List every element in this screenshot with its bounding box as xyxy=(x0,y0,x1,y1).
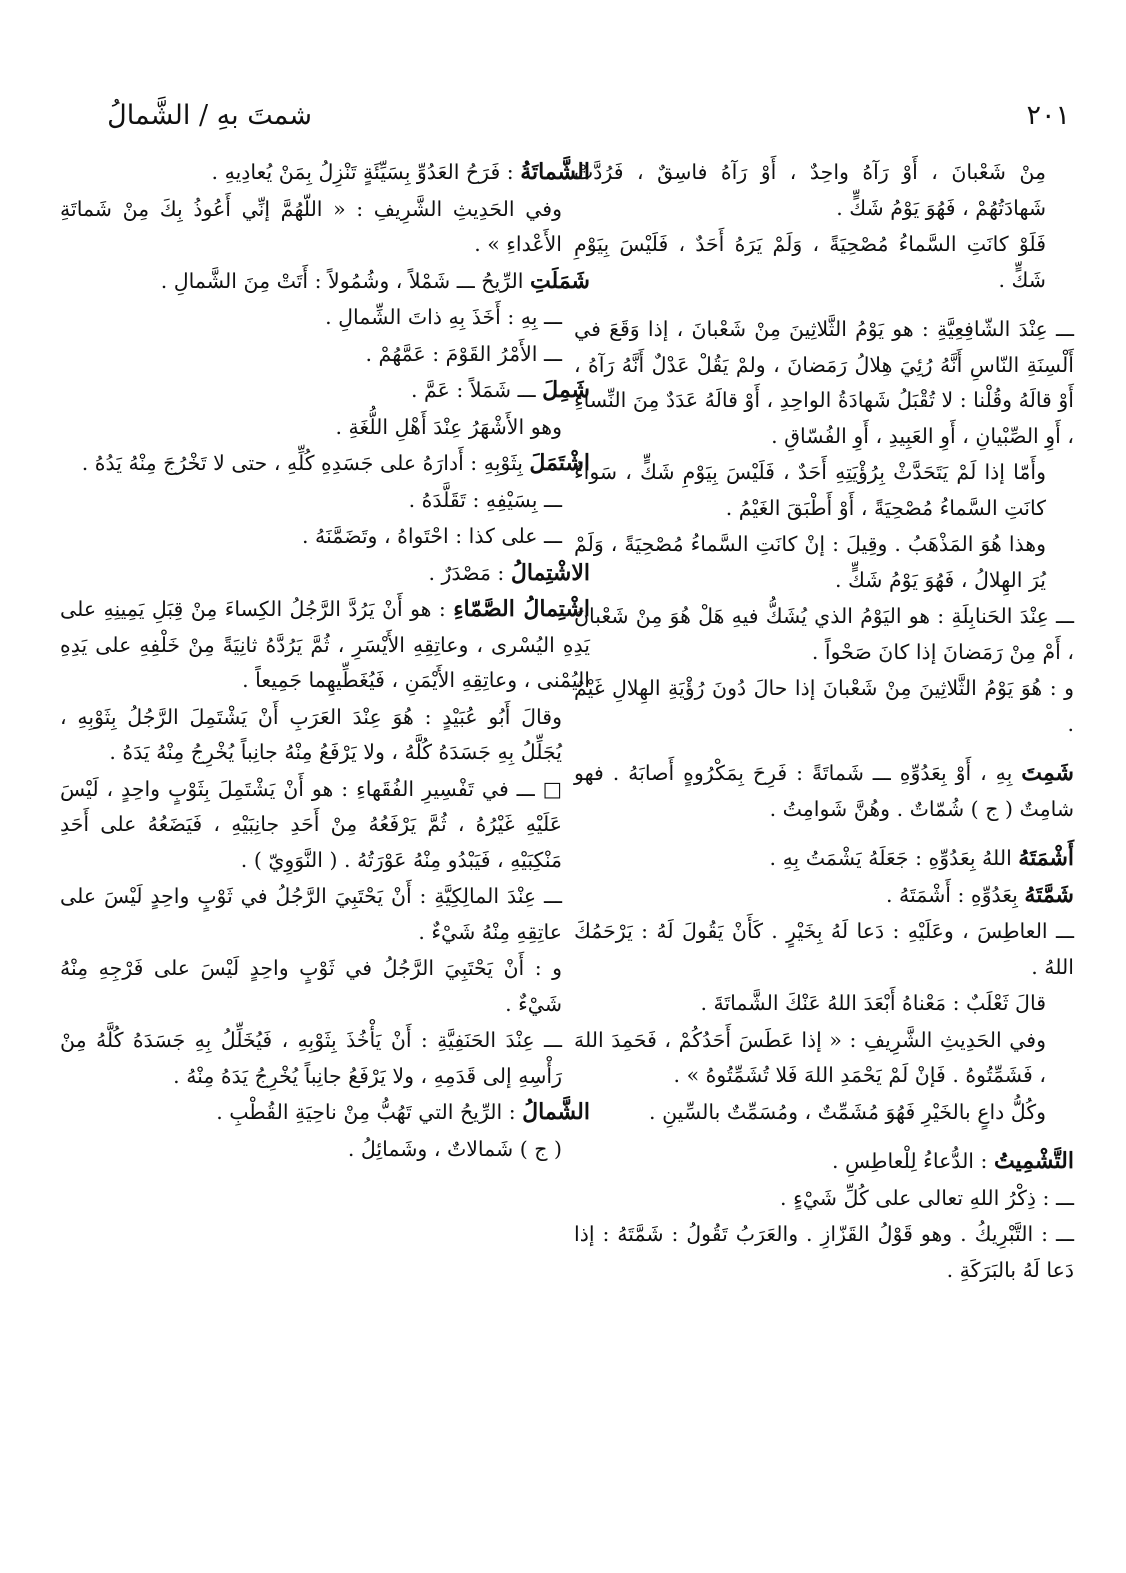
definition-text: فَلَوْ كانَتِ السَّماءُ مُصْحِيَةً ، وَلَمْ يَرَهُ أَحَدٌ ، فَلَيْسَ بِيَوْمِ شَكٍّ . xyxy=(574,232,1046,292)
dictionary-entry xyxy=(60,592,590,699)
definition-text: : فَرَحُ العَدُوِّ بِسَيِّئَةٍ تَنْزِلُ بِمَنْ يُعادِيهِ . xyxy=(211,160,521,184)
headword: شَمَلَتِ xyxy=(529,267,590,294)
dictionary-entry xyxy=(60,879,590,950)
dictionary-entry xyxy=(574,455,1074,526)
dictionary-entry xyxy=(60,264,590,300)
headword: الاشْتِمالُ xyxy=(510,559,590,586)
dictionary-entry xyxy=(60,519,590,555)
headword: الشَّمالُ xyxy=(522,1099,590,1125)
definition-text: بِهِ ، أَوْ بِعَدُوِّهِ ـــ شَماتَةً : فَرِحَ بِمَكْرُوهٍ أَصابَهُ . فهو شامِتٌ ( ج ) شُمّاتٌ . وهُنَّ شَوامِتُ . xyxy=(574,761,1074,821)
dictionary-entry xyxy=(60,700,590,771)
dictionary-entry xyxy=(574,312,1074,454)
running-head-page-number: ٢٠١ xyxy=(1026,100,1070,131)
definition-text: و : هُوَ يَوْمُ الثَّلاثِينَ مِنْ شَعْبانَ إذا حالَ دُونَ رُؤْيَةِ الهِلالِ غَيْمٌ . xyxy=(574,676,1074,736)
dictionary-entry xyxy=(60,951,590,1022)
dictionary-entry xyxy=(574,986,1074,1022)
definition-text: وفي الحَدِيثِ الشَّرِيفِ : « اللّهُمَّ إنِّي أَعُوذُ بِكَ مِنْ شَماتَةِ الأَعْداءِ » . xyxy=(60,196,562,256)
dictionary-entry xyxy=(574,756,1074,827)
dictionary-entry xyxy=(60,483,590,519)
dictionary-entry xyxy=(60,300,590,336)
running-head-title: شمتَ بهِ / الشَّمالُ xyxy=(107,100,312,131)
dictionary-entry xyxy=(574,1144,1074,1180)
definition-text: وهو الأَشْهَرُ عِنْدَ أَهْلِ اللُّغَةِ . xyxy=(335,414,562,439)
definition-text: ـــ بِسَيْفِهِ : تَقَلَّدَهُ . xyxy=(408,487,562,512)
headword: شَمِتَ xyxy=(1021,760,1074,786)
definition-text: □ ـــ في تَفْسِيرِ الفُقَهاءِ : هو أَنْ يَشْتَمِلَ بِثَوْبٍ واحِدٍ ، لَيْسَ عَلَيْهِ غَيْرُهُ ، ثُمَّ يَرْفَعُهُ مِنْ أَحَدِ جانِبَيْهِ ، فَيَضَعُهُ على أَحَدِ مَنْكِبَيْهِ ، فَيَبْدُو مِنْهُ عَوْرَتُهُ . ( النَّوَوِيّ ) . xyxy=(60,776,562,872)
dictionary-entry xyxy=(60,337,590,373)
dictionary-entry xyxy=(574,1217,1074,1288)
definition-text: ـــ شَمَلاً : عَمَّ . xyxy=(411,378,543,402)
definition-text: ـــ عِنْدَ الشّافِعِيَّةِ : هو يَوْمُ الثَّلاثِينَ مِنْ شَعْبانَ ، إذا وَقَعَ في أَلْسِنَةِ النّاسِ أَنَّهُ رُئِيَ هِلالُ رَمَضانَ ، ولمْ يَقُلْ عَدْلٌ أَنَّهُ رَآهُ ، أَوْ قالَهُ وقُلْنا : لا تُقْبَلُ شَهادَةُ الواحِدِ ، أَوْ قالَهُ عَدَدٌ مِنَ النِّساءِ ، أَوِ الصِّبْيانِ ، أَوِ العَبِيدِ ، أَوِ الفُسّاقِ . xyxy=(574,317,1074,448)
definition-text: ـــ عِنْدَ الحَنابِلَةِ : هو اليَوْمُ الذي يُشَكُّ فيهِ هَلْ هُوَ مِنْ شَعْبانَ ، أَمْ مِنْ رَمَضانَ إذا كانَ صَحْواً . xyxy=(574,604,1074,664)
dictionary-entry xyxy=(574,914,1074,985)
dictionary-entry xyxy=(574,599,1074,670)
headword: اشْتَمَلَ xyxy=(529,450,590,476)
dictionary-entry xyxy=(574,227,1074,298)
definition-text: ـــ عِنْدَ الحَنَفِيَّةِ : أَنْ يَأْخُذَ بِثَوْبِهِ ، فَيُخَلِّلُ بِهِ جَسَدَهُ كُلَّهُ مِنْ رَأْسِهِ إلى قَدَمِهِ ، ولا يَرْفَعُ جانِباً يُخْرِجُ يَدَهُ مِنْهُ . xyxy=(60,1028,562,1088)
dictionary-entry xyxy=(60,1132,590,1168)
headword: الشَّماتَةُ xyxy=(520,159,590,185)
dictionary-entry xyxy=(574,841,1074,877)
definition-text: اللهُ بِعَدُوِّهِ : جَعَلَهُ يَشْمَتُ بِهِ . xyxy=(769,846,1019,870)
definition-text: ( ج ) شَمالاتٌ ، وشَمائِلُ . xyxy=(347,1136,562,1161)
definition-text: وفي الحَدِيثِ الشَّرِيفِ : « إذا عَطَسَ أَحَدُكُمْ ، فَحَمِدَ اللهَ ، فَشَمِّتُوهُ . فَإنْ لَمْ يَحْمَدِ اللهَ فَلا تُشَمِّتُوهُ » . xyxy=(574,1027,1046,1087)
headword: التَّشْمِيتُ xyxy=(993,1148,1074,1174)
definition-text: الرِّيحُ ـــ شَمْلاً ، وشُمُولاً : أَتَتْ مِنَ الشَّمالِ . xyxy=(160,268,530,293)
definition-text: ـــ على كذا : احْتَواهُ ، وتَضَمَّنَهُ . xyxy=(302,524,562,548)
dictionary-entry xyxy=(60,446,590,482)
definition-text: بِعَدُوِّهِ : أَشْمَتَهُ . xyxy=(886,882,1025,907)
dictionary-entry xyxy=(574,1181,1074,1217)
definition-text: مِنْ شَعْبانَ ، أَوْ رَآهُ واحِدٌ ، أَوْ رَآهُ فاسِقٌ ، فَرُدَّتْ شَهادَتُهُمْ ، فَهُوَ يَوْمُ شَكٍّ . xyxy=(574,160,1046,220)
dictionary-entry xyxy=(60,772,590,879)
definition-text: ـــ العاطِسَ ، وعَلَيْهِ : دَعا لَهُ بِخَيْرٍ . كَأَنْ يَقُولَ لَهُ : يَرْحَمُكَ اللهُ . xyxy=(574,919,1074,979)
definition-text: وكُلُّ داعٍ بالخَيْرِ فَهُوَ مُشَمِّتٌ ، ومُسَمِّتٌ بالسِّينِ . xyxy=(649,1099,1046,1124)
definition-text: قالَ ثَعْلَبٌ : مَعْناهُ أَبْعَدَ اللهُ عَنْكَ الشَّماتَةَ . xyxy=(700,991,1046,1015)
definition-text: : الدُّعاءُ لِلْعاطِسِ . xyxy=(832,1149,994,1173)
definition-text: : هو أَنْ يَرُدَّ الرَّجُلُ الكِساءَ مِنْ قِبَلِ يَمِينِهِ على يَدِهِ اليُسْرى ، وعاتِقِهِ الأَيْسَرِ ، ثُمَّ يَرُدَّهُ ثانِيَةً مِنْ خَلْفِهِ على يَدِهِ اليُمْنى ، وعاتِقِهِ الأَيْمَنِ ، فَيُغَطِّيهِما جَمِيعاً . xyxy=(60,597,590,692)
definition-text: : مَصْدَرٌ . xyxy=(428,560,511,585)
dictionary-entry xyxy=(60,192,590,263)
dictionary-entry xyxy=(574,527,1074,598)
headword: أَشْمَتَهُ xyxy=(1018,845,1074,871)
definition-text: ـــ عِنْدَ المالِكِيَّةِ : أَنْ يَحْتَبِيَ الرَّجُلُ في ثَوْبٍ واحِدٍ لَيْسَ على عاتِقِهِ مِنْهُ شَيْءٌ . xyxy=(60,884,562,944)
dictionary-entry xyxy=(574,1023,1074,1094)
dictionary-entry xyxy=(60,155,590,191)
dictionary-entry xyxy=(574,1095,1074,1131)
definition-text: ـــ بِهِ : أَخَذَ بِهِ ذاتَ الشِّمالِ . xyxy=(325,305,562,329)
definition-text: وأَمّا إذا لَمْ يَتَحَدَّثْ بِرُؤْيَتِهِ أَحَدٌ ، فَلَيْسَ بِيَوْمِ شَكٍّ ، سَواءٌ كانَتِ السَّماءُ مُصْحِيَةً ، أَوْ أَطْبَقَ الغَيْمُ . xyxy=(574,460,1046,520)
definition-text: ـــ : التَّبْرِيكُ . وهو قَوْلُ القَزّازِ . والعَرَبُ تَقُولُ : شَمَّتَهُ : إذا دَعا لَهُ بالبَرَكَةِ . xyxy=(574,1222,1074,1282)
dictionary-entry xyxy=(574,155,1074,226)
headword: شَمَّتَهُ xyxy=(1024,881,1074,908)
dictionary-entry xyxy=(574,671,1074,742)
dictionary-entry xyxy=(60,373,590,409)
definition-text: و : أَنْ يَحْتَبِيَ الرَّجُلُ في ثَوْبٍ واحِدٍ لَيْسَ على فَرْجِهِ مِنْهُ شَيْءٌ . xyxy=(60,956,562,1016)
definition-text: بِثَوْبِهِ : أَدارَهُ على جَسَدِهِ كُلِّهِ ، حتى لا تَخْرُجَ مِنْهُ يَدُهُ . xyxy=(81,451,530,475)
definition-text: ـــ الأَمْرُ القَوْمَ : عَمَّهُمْ . xyxy=(365,341,562,366)
headword: اشْتِمالُ الصَّمّاءِ xyxy=(453,596,590,622)
left-column xyxy=(60,155,590,1168)
definition-text: وهذا هُوَ المَذْهَبُ . وقِيلَ : إنْ كانَتِ السَّماءُ مُصْحِيَةً ، وَلَمْ يُرَ الهِلالُ ، فَهُوَ يَوْمُ شَكٍّ . xyxy=(574,532,1046,592)
definition-text: : الرِّيحُ التي تَهُبُّ مِنْ ناحِيَةِ القُطْبِ . xyxy=(216,1100,523,1124)
dictionary-entry xyxy=(60,1023,590,1094)
dictionary-entry xyxy=(60,1095,590,1131)
dictionary-entry xyxy=(60,556,590,592)
dictionary-entry xyxy=(60,410,590,446)
definition-text: وقالَ أَبُو عُبَيْدٍ : هُوَ عِنْدَ العَرَبِ أَنْ يَشْتَمِلَ الرَّجُلُ بِثَوْبِهِ ، يُجَلِّلُ بِهِ جَسَدَهُ كُلَّهُ ، ولا يَرْفَعُ مِنْهُ جانِباً يُخْرِجُ مِنْهُ يَدَهُ . xyxy=(60,704,562,764)
headword: شَمِلَ xyxy=(542,377,590,403)
dictionary-entry xyxy=(574,878,1074,914)
right-column xyxy=(574,155,1074,1289)
definition-text: ـــ : ذِكْرُ اللهِ تعالى على كُلِّ شَيْءٍ . xyxy=(780,1185,1074,1210)
